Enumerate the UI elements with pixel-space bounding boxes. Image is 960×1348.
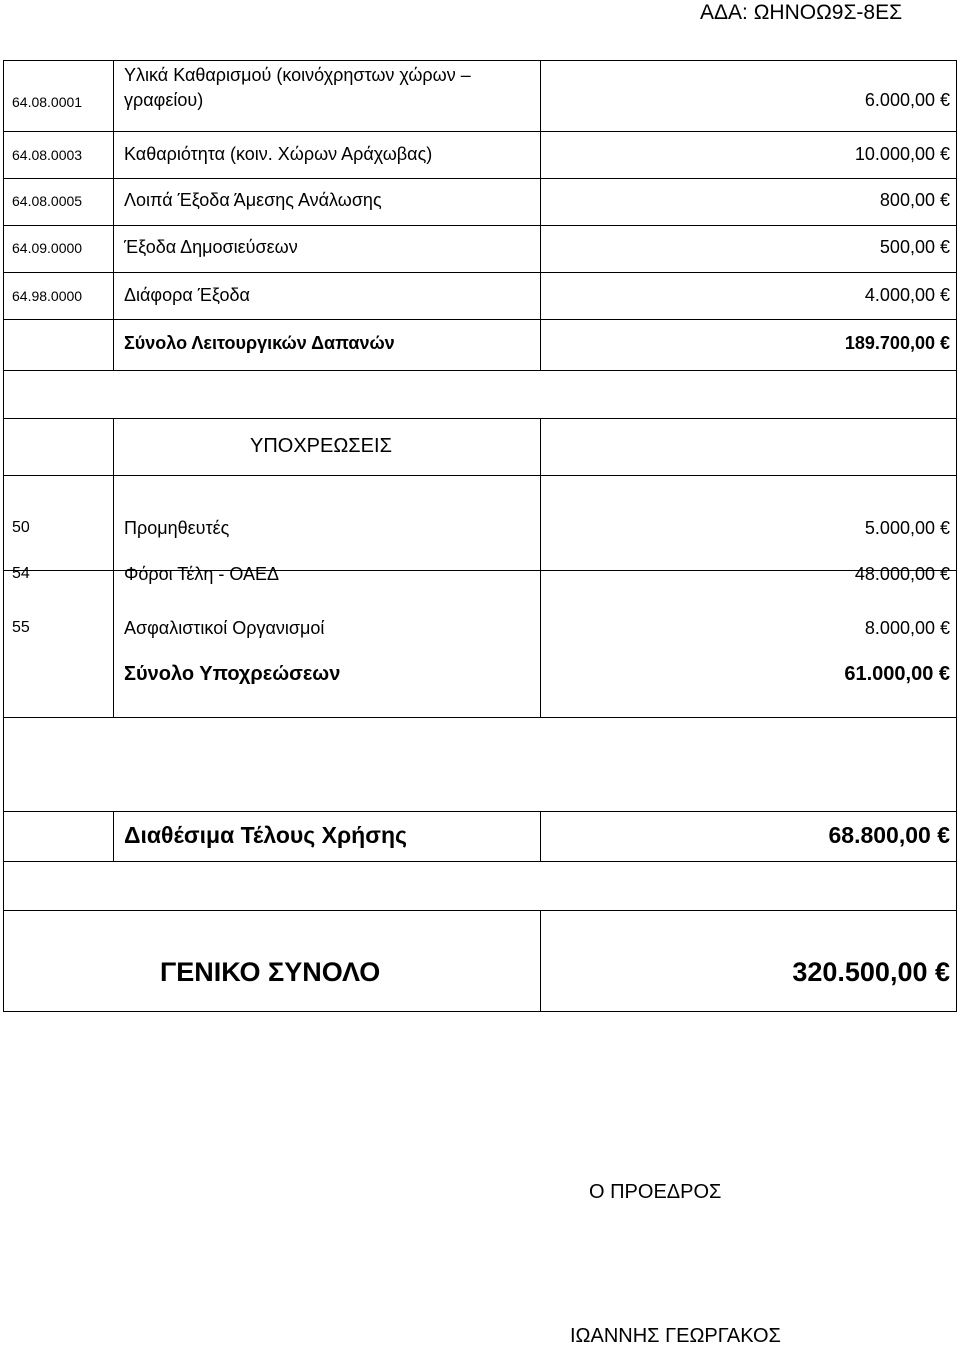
account-amount: 6.000,00 € <box>864 90 950 110</box>
account-amount: 500,00 € <box>879 237 950 257</box>
obligations-heading: ΥΠΟΧΡΕΩΣΕΙΣ <box>250 435 392 457</box>
ada-code: ΑΔΑ: ΩΗΝΟΩ9Σ-8ΕΣ <box>700 1 903 24</box>
signature-title: Ο ΠΡΟΕΔΡΟΣ <box>589 1181 722 1203</box>
account-description: Καθαριότητα (κοιν. Χώρων Αράχωβας) <box>124 144 433 164</box>
account-description: Λοιπά Έξοδα Άμεσης Ανάλωσης <box>124 190 382 210</box>
account-amount: 10.000,00 € <box>854 144 950 164</box>
table-row <box>4 179 956 226</box>
table-row <box>4 273 956 320</box>
available-amount: 68.800,00 € <box>828 822 950 848</box>
account-description: Υλικά Καθαρισμού (κοινόχρηστων χώρων – <box>124 65 471 85</box>
obligations-block <box>4 476 956 584</box>
section-heading-row <box>4 419 956 476</box>
account-code: 64.98.0000 <box>12 288 83 304</box>
account-code: 64.08.0001 <box>12 94 83 110</box>
budget-table <box>3 60 957 1012</box>
spacer-row <box>4 862 956 911</box>
account-code: 64.08.0003 <box>12 147 83 163</box>
account-description: Ασφαλιστικοί Οργανισμοί <box>124 618 325 638</box>
account-description-cont: γραφείου) <box>124 90 204 110</box>
account-amount: 5.000,00 € <box>864 518 950 538</box>
obligations-total-block <box>4 571 956 718</box>
total-obligations-amount: 61.000,00 € <box>844 663 950 685</box>
grand-total-label: ΓΕΝΙΚΟ ΣΥΝΟΛΟ <box>160 957 381 987</box>
available-label: Διαθέσιμα Τέλους Χρήσης <box>124 822 407 848</box>
account-description: Έξοδα Δημοσιεύσεων <box>124 237 298 257</box>
account-description: Φόροι Τέλη - ΟΑΕΔ <box>124 564 280 584</box>
account-amount: 48.000,00 € <box>854 564 950 584</box>
total-operating-label: Σύνολο Λειτουργικών Δαπανών <box>124 333 395 353</box>
account-description: Διάφορα Έξοδα <box>124 285 250 305</box>
spacer-row <box>4 718 956 812</box>
account-code: 64.08.0005 <box>12 193 83 209</box>
account-description: Προμηθευτές <box>124 518 230 538</box>
signature-name: ΙΩΑΝΝΗΣ ΓΕΩΡΓΑΚΟΣ <box>570 1325 781 1347</box>
account-code: 50 <box>12 519 30 536</box>
account-amount: 8.000,00 € <box>864 618 950 638</box>
table-row <box>4 226 956 273</box>
account-code: 55 <box>12 619 30 636</box>
account-code: 54 <box>12 565 30 582</box>
account-code: 64.09.0000 <box>12 240 83 256</box>
spacer-row <box>4 371 956 419</box>
table-row <box>4 61 956 132</box>
total-operating-amount: 189.700,00 € <box>844 333 950 353</box>
grand-total-row <box>4 911 956 1012</box>
total-obligations-label: Σύνολο Υποχρεώσεων <box>124 663 341 685</box>
account-amount: 4.000,00 € <box>864 285 950 305</box>
total-row <box>4 320 956 371</box>
total-row <box>4 812 956 862</box>
account-amount: 800,00 € <box>879 190 950 210</box>
table-row <box>4 132 956 179</box>
grand-total-amount: 320.500,00 € <box>792 957 950 987</box>
